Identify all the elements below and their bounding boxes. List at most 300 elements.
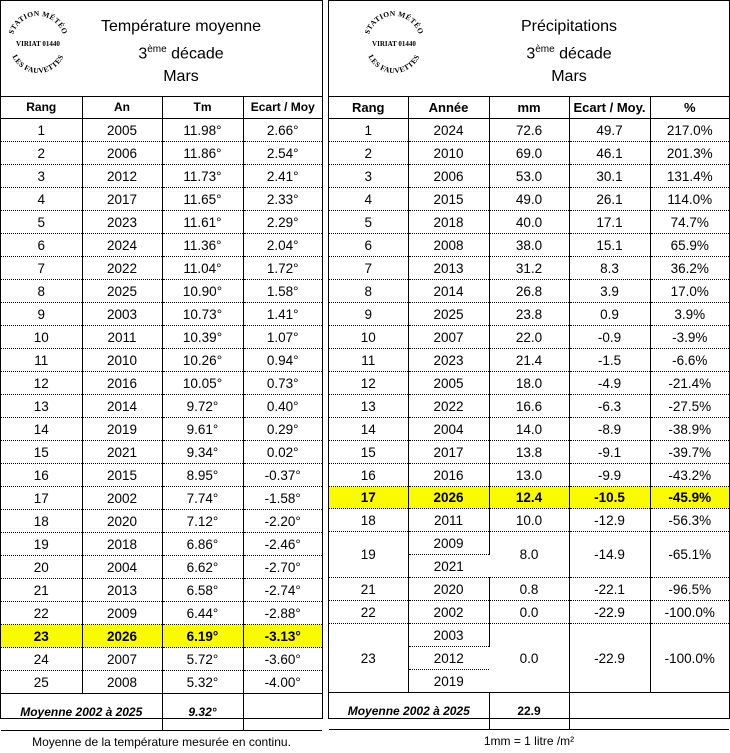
table-cell: 2010 [408, 142, 489, 165]
table-cell: -2.88° [243, 602, 322, 625]
table-cell: 6 [1, 234, 82, 257]
table-cell: -2.74° [243, 579, 322, 602]
precipitation-panel [328, 0, 730, 719]
temperature-table [1, 96, 322, 753]
table-cell: 19 [329, 532, 408, 578]
table-cell: 18 [1, 510, 82, 533]
table-cell: 2016 [408, 464, 489, 487]
table-cell: -3.60° [243, 648, 322, 671]
table-cell: -22.9 [569, 601, 650, 624]
table-row [1, 349, 322, 372]
table-cell: -12.9 [569, 509, 650, 532]
table-cell: 2014 [408, 280, 489, 303]
footer-note: Moyenne de la température mesurée en continu. [1, 731, 322, 753]
title-line-3: Mars [419, 65, 719, 88]
table-cell: 2020 [82, 510, 162, 533]
table-cell: 17.0% [650, 280, 729, 303]
table-cell: 49.0 [489, 188, 569, 211]
table-cell: 12.4 [489, 487, 569, 509]
table-cell: 2007 [408, 326, 489, 349]
table-cell: -56.3% [650, 509, 729, 532]
table-row [1, 510, 322, 533]
table-cell: 6 [329, 234, 408, 257]
table-cell: 2.04° [243, 234, 322, 257]
table-cell: -43.2% [650, 464, 729, 487]
table-cell: 21 [1, 579, 82, 602]
table-cell: 2 [1, 142, 82, 165]
table-cell: 11.36° [162, 234, 243, 257]
table-cell: 1.58° [243, 280, 322, 303]
table-row [329, 509, 729, 532]
table-cell: 11.73° [162, 165, 243, 188]
table-cell: 2007 [82, 648, 162, 671]
table-cell: 4 [1, 188, 82, 211]
table-cell: 2023 [408, 349, 489, 372]
table-cell: 10 [329, 326, 408, 349]
table-cell: 0.29° [243, 418, 322, 441]
table-header-row [329, 96, 729, 119]
table-cell: 10.39° [162, 326, 243, 349]
table-cell: 25 [1, 671, 82, 694]
table-row [1, 257, 322, 280]
column-header: Tm [162, 96, 243, 119]
column-header: Rang [1, 96, 82, 119]
table-cell: -22.1 [569, 578, 650, 601]
table-cell: 5.32° [162, 671, 243, 694]
precipitation-header [329, 1, 729, 97]
table-cell: -3.9% [650, 326, 729, 349]
table-cell: 21 [329, 578, 408, 601]
table-row [1, 119, 322, 142]
table-cell: 26.8 [489, 280, 569, 303]
table-cell: 7 [329, 257, 408, 280]
table-cell: 2025 [82, 280, 162, 303]
table-cell: 53.0 [489, 165, 569, 188]
table-cell: 2011 [408, 509, 489, 532]
table-cell: 2004 [82, 556, 162, 579]
table-cell: -2.70° [243, 556, 322, 579]
table-cell: 6.86° [162, 533, 243, 556]
table-cell: 12 [1, 372, 82, 395]
table-cell: 49.7 [569, 119, 650, 142]
table-cell: 2022 [82, 257, 162, 280]
table-cell: 17 [1, 487, 82, 510]
table-cell: 2015 [82, 464, 162, 487]
table-cell: 2019 [408, 670, 489, 693]
table-cell: 2017 [82, 188, 162, 211]
table-cell: 30.1 [569, 165, 650, 188]
table-cell: 2002 [408, 601, 489, 624]
table-row [1, 487, 322, 510]
table-row [329, 188, 729, 211]
column-header: mm [489, 96, 569, 119]
table-cell: 0.94° [243, 349, 322, 372]
table-cell: 15 [329, 441, 408, 464]
table-cell: 13 [1, 395, 82, 418]
table-cell: -0.37° [243, 464, 322, 487]
table-row [329, 578, 729, 601]
table-cell: 2008 [408, 234, 489, 257]
table-cell: 8 [329, 280, 408, 303]
table-row [329, 234, 729, 257]
table-cell: 17.1 [569, 211, 650, 234]
table-cell: 2.29° [243, 211, 322, 234]
table-row [1, 211, 322, 234]
table-cell: 16.6 [489, 395, 569, 418]
title-line-2: 3ème décade [419, 38, 719, 65]
table-cell: 6.58° [162, 579, 243, 602]
svg-text:LES FAUVETTES: LES FAUVETTES [367, 53, 422, 75]
table-cell: 2022 [408, 395, 489, 418]
table-row [1, 303, 322, 326]
table-cell: -45.9% [650, 487, 729, 509]
table-cell: -8.9 [569, 418, 650, 441]
table-cell: 17 [329, 487, 408, 509]
table-cell: 3.9% [650, 303, 729, 326]
table-cell: 3 [329, 165, 408, 188]
table-cell: 19 [1, 533, 82, 556]
table-cell: 1 [1, 119, 82, 142]
table-row [1, 671, 322, 694]
table-row [1, 464, 322, 487]
table-cell: 2011 [82, 326, 162, 349]
highlighted-row [1, 625, 322, 648]
table-row [329, 303, 729, 326]
table-cell: 0.9 [569, 303, 650, 326]
table-cell: 22 [329, 601, 408, 624]
table-cell: 1.07° [243, 326, 322, 349]
table-cell: 2005 [82, 119, 162, 142]
table-cell: 11.04° [162, 257, 243, 280]
table-cell: 6.44° [162, 602, 243, 625]
table-cell: -2.20° [243, 510, 322, 533]
table-row [1, 418, 322, 441]
table-cell: 2008 [82, 671, 162, 694]
table-cell: 2004 [408, 418, 489, 441]
table-cell: 7.74° [162, 487, 243, 510]
table-header-row [1, 96, 322, 119]
table-cell: 0.02° [243, 441, 322, 464]
table-row [1, 556, 322, 579]
table-cell: 2018 [408, 211, 489, 234]
table-cell: 31.2 [489, 257, 569, 280]
table-cell: 10.05° [162, 372, 243, 395]
table-cell: 22.0 [489, 326, 569, 349]
table-cell: 8.95° [162, 464, 243, 487]
svg-text:STATION MÉTÉO: STATION MÉTÉO [6, 9, 69, 36]
table-cell: 201.3% [650, 142, 729, 165]
table-cell: 5 [1, 211, 82, 234]
table-cell: 11.98° [162, 119, 243, 142]
table-cell: -100.0% [650, 624, 729, 693]
table-cell: 24 [1, 648, 82, 671]
table-cell: 23 [329, 624, 408, 693]
table-cell: 9.72° [162, 395, 243, 418]
table-cell: 2017 [408, 441, 489, 464]
table-cell: 0.0 [489, 624, 569, 693]
table-cell: -4.00° [243, 671, 322, 694]
title-line-1: Température moyenne [61, 15, 301, 38]
table-cell: 2005 [408, 372, 489, 395]
table-cell: 9.61° [162, 418, 243, 441]
table-cell: 2026 [82, 625, 162, 648]
table-row [329, 119, 729, 142]
table-cell: 10 [1, 326, 82, 349]
table-cell: 69.0 [489, 142, 569, 165]
column-header: Rang [329, 96, 408, 119]
table-row [329, 257, 729, 280]
table-row [1, 372, 322, 395]
table-cell: -1.58° [243, 487, 322, 510]
table-cell: 11 [329, 349, 408, 372]
table-cell: 2016 [82, 372, 162, 395]
table-cell: 23.8 [489, 303, 569, 326]
table-cell: 26.1 [569, 188, 650, 211]
table-row [329, 395, 729, 418]
table-cell: -6.3 [569, 395, 650, 418]
table-cell: 2026 [408, 487, 489, 509]
table-cell: 10.0 [489, 509, 569, 532]
column-header: Ecart / Moy. [569, 96, 650, 119]
table-row [329, 372, 729, 395]
table-cell: 2024 [82, 234, 162, 257]
table-cell: -4.9 [569, 372, 650, 395]
table-cell: 2003 [408, 624, 489, 647]
table-cell: 16 [1, 464, 82, 487]
table-cell: 2.54° [243, 142, 322, 165]
table-cell: 13.0 [489, 464, 569, 487]
table-row [329, 418, 729, 441]
table-cell: 2014 [82, 395, 162, 418]
table-cell: 74.7% [650, 211, 729, 234]
table-cell: 131.4% [650, 165, 729, 188]
table-cell: 2021 [82, 441, 162, 464]
table-row [1, 441, 322, 464]
empty-cell [243, 694, 322, 731]
table-cell: 40.0 [489, 211, 569, 234]
table-row [1, 142, 322, 165]
table-cell: 12 [329, 372, 408, 395]
table-cell: 72.6 [489, 119, 569, 142]
table-cell: 1.41° [243, 303, 322, 326]
table-cell: 9 [329, 303, 408, 326]
table-cell: 46.1 [569, 142, 650, 165]
table-cell: 2002 [82, 487, 162, 510]
table-cell: 65.9% [650, 234, 729, 257]
table-cell: 22 [1, 602, 82, 625]
table-cell: 2 [329, 142, 408, 165]
table-cell: 1 [329, 119, 408, 142]
title-line-3: Mars [61, 65, 301, 88]
table-cell: -14.9 [569, 532, 650, 578]
table-cell: 15 [1, 441, 82, 464]
footer-row [329, 730, 729, 753]
table-cell: -0.9 [569, 326, 650, 349]
table-cell: 10.26° [162, 349, 243, 372]
table-cell: -65.1% [650, 532, 729, 578]
table-cell: 2025 [408, 303, 489, 326]
column-header: Année [408, 96, 489, 119]
table-cell: 11.65° [162, 188, 243, 211]
table-cell: 0.40° [243, 395, 322, 418]
table-cell: 9 [1, 303, 82, 326]
table-cell: 23 [1, 625, 82, 648]
table-row [1, 395, 322, 418]
table-cell: 18.0 [489, 372, 569, 395]
table-cell: 6.19° [162, 625, 243, 648]
table-cell: 2012 [82, 165, 162, 188]
table-cell: 4 [329, 188, 408, 211]
table-cell: 38.0 [489, 234, 569, 257]
table-cell: 7 [1, 257, 82, 280]
empty-cell [569, 693, 729, 730]
table-cell: 2018 [82, 533, 162, 556]
table-row [1, 602, 322, 625]
table-row-group [329, 624, 729, 647]
average-label: Moyenne 2002 à 2025 [329, 693, 489, 730]
table-cell: 11 [1, 349, 82, 372]
table-cell: 2.66° [243, 119, 322, 142]
table-cell: 14 [1, 418, 82, 441]
highlighted-row [329, 487, 729, 509]
table-cell: 0.8 [489, 578, 569, 601]
table-row [329, 142, 729, 165]
footer-note: 1mm = 1 litre /m² [329, 730, 729, 753]
table-cell: 18 [329, 509, 408, 532]
table-cell: -96.5% [650, 578, 729, 601]
table-row [329, 601, 729, 624]
table-cell: 2021 [408, 555, 489, 578]
table-cell: 2024 [408, 119, 489, 142]
temperature-title [61, 15, 301, 88]
table-cell: 3.9 [569, 280, 650, 303]
table-cell: 6.62° [162, 556, 243, 579]
table-cell: 2019 [82, 418, 162, 441]
table-cell: 2013 [408, 257, 489, 280]
table-row [1, 648, 322, 671]
table-cell: -21.4% [650, 372, 729, 395]
table-cell: 1.72° [243, 257, 322, 280]
svg-text:STATION MÉTÉO: STATION MÉTÉO [362, 9, 425, 36]
table-row [1, 280, 322, 303]
table-cell: 10.73° [162, 303, 243, 326]
average-row [329, 693, 729, 730]
precipitation-title [419, 15, 719, 88]
table-cell: -27.5% [650, 395, 729, 418]
table-cell: 0.73° [243, 372, 322, 395]
table-cell: 10.90° [162, 280, 243, 303]
table-cell: 11.61° [162, 211, 243, 234]
temperature-panel [0, 0, 323, 719]
table-row [329, 349, 729, 372]
footer-row [1, 731, 322, 753]
table-cell: 15.1 [569, 234, 650, 257]
table-cell: 14.0 [489, 418, 569, 441]
table-cell: 2020 [408, 578, 489, 601]
table-cell: 2.33° [243, 188, 322, 211]
table-cell: 20 [1, 556, 82, 579]
table-cell: 2009 [408, 532, 489, 555]
table-row [1, 533, 322, 556]
table-cell: -9.9 [569, 464, 650, 487]
table-cell: 2003 [82, 303, 162, 326]
table-cell: 2.41° [243, 165, 322, 188]
table-row [329, 464, 729, 487]
table-cell: 217.0% [650, 119, 729, 142]
table-cell: -39.7% [650, 441, 729, 464]
table-cell: -1.5 [569, 349, 650, 372]
table-row [1, 188, 322, 211]
table-row-group [329, 532, 729, 555]
title-line-2: 3ème décade [61, 38, 301, 65]
table-cell: 11.86° [162, 142, 243, 165]
table-cell: 7.12° [162, 510, 243, 533]
table-cell: 2023 [82, 211, 162, 234]
table-cell: 3 [1, 165, 82, 188]
table-cell: 8 [1, 280, 82, 303]
table-cell: 9.34° [162, 441, 243, 464]
table-cell: 13.8 [489, 441, 569, 464]
svg-text:VIRIAT 01440: VIRIAT 01440 [16, 40, 60, 48]
table-cell: 21.4 [489, 349, 569, 372]
table-cell: 0.0 [489, 601, 569, 624]
table-row [329, 211, 729, 234]
table-row [1, 234, 322, 257]
table-cell: 5.72° [162, 648, 243, 671]
table-cell: -2.46° [243, 533, 322, 556]
table-cell: -38.9% [650, 418, 729, 441]
average-row [1, 694, 322, 731]
table-row [329, 165, 729, 188]
table-cell: 2009 [82, 602, 162, 625]
svg-text:VIRIAT 01440: VIRIAT 01440 [372, 40, 416, 48]
table-row [329, 280, 729, 303]
table-cell: 2015 [408, 188, 489, 211]
table-cell: 2012 [408, 647, 489, 670]
table-cell: -9.1 [569, 441, 650, 464]
average-value: 22.9 [489, 693, 569, 730]
temperature-header [1, 1, 322, 97]
average-value: 9.32° [162, 694, 243, 731]
table-cell: 114.0% [650, 188, 729, 211]
table-cell: 36.2% [650, 257, 729, 280]
table-cell: -10.5 [569, 487, 650, 509]
table-cell: 8.3 [569, 257, 650, 280]
precipitation-table [329, 96, 729, 752]
table-row [1, 326, 322, 349]
table-cell: 16 [329, 464, 408, 487]
column-header: An [82, 96, 162, 119]
table-cell: 2006 [408, 165, 489, 188]
table-cell: 2013 [82, 579, 162, 602]
column-header: Ecart / Moy [243, 96, 322, 119]
table-row [329, 326, 729, 349]
svg-text:LES FAUVETTES: LES FAUVETTES [11, 53, 66, 75]
average-label: Moyenne 2002 à 2025 [1, 694, 162, 731]
table-cell: 13 [329, 395, 408, 418]
table-cell: 8.0 [489, 532, 569, 578]
table-row [1, 579, 322, 602]
table-cell: -3.13° [243, 625, 322, 648]
table-cell: 5 [329, 211, 408, 234]
title-line-1: Précipitations [419, 15, 719, 38]
table-cell: 2006 [82, 142, 162, 165]
table-cell: 2010 [82, 349, 162, 372]
table-row [1, 165, 322, 188]
table-cell: -22.9 [569, 624, 650, 693]
column-header: % [650, 96, 729, 119]
table-cell: 14 [329, 418, 408, 441]
